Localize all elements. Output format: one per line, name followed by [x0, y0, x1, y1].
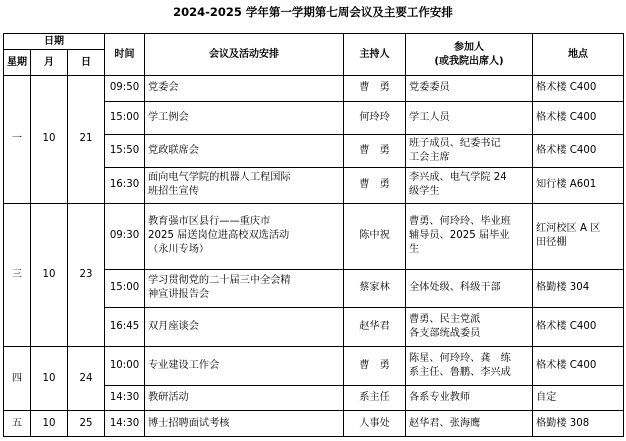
- attendees-cell: 陈星、何玲玲、龚 练 系主任、鲁鹏、李兴成: [406, 347, 533, 385]
- host-cell: 何玲玲: [344, 101, 406, 134]
- attendees-cell: 曹勇、何玲玲、毕业班 辅导员、2025 届毕业 生: [406, 203, 533, 269]
- table-row: [4, 76, 624, 102]
- weekday-cell: 五: [4, 411, 31, 437]
- host-cell: 曹 勇: [344, 76, 406, 102]
- meeting-cell: 博士招聘面试考核: [145, 411, 344, 437]
- day-cell: 23: [68, 203, 105, 347]
- host-header: 主持人: [344, 34, 406, 76]
- meeting-cell: 面向电气学院的机器人工程国际 班招生宣传: [145, 167, 344, 203]
- attendees-cell: 班子成员、纪委书记 工会主席: [406, 134, 533, 167]
- date-header: 日期: [4, 34, 105, 50]
- time-cell: 10:00: [105, 347, 145, 385]
- host-cell: 赵华君: [344, 308, 406, 347]
- month-cell: 10: [31, 347, 68, 411]
- time-cell: 09:50: [105, 76, 145, 102]
- table-row: [4, 411, 624, 437]
- location-cell: 格勤楼 308: [533, 411, 624, 437]
- weekday-cell: 三: [4, 203, 31, 347]
- meeting-cell: 双月座谈会: [145, 308, 344, 347]
- host-cell: 人事处: [344, 411, 406, 437]
- time-cell: 16:30: [105, 167, 145, 203]
- meeting-cell: 专业建设工作会: [145, 347, 344, 385]
- month-cell: 10: [31, 76, 68, 204]
- day-cell: 25: [68, 411, 105, 437]
- attendees-cell: 各系专业教师: [406, 385, 533, 411]
- day-header: 日: [68, 50, 105, 76]
- month-cell: 10: [31, 411, 68, 437]
- day-cell: 21: [68, 76, 105, 204]
- attendees-cell: 全体处级、科级干部: [406, 269, 533, 307]
- host-cell: 曹 勇: [344, 134, 406, 167]
- time-cell: 15:00: [105, 269, 145, 307]
- header-row: [4, 34, 624, 50]
- location-cell: 格术楼 C400: [533, 76, 624, 102]
- location-cell: 格勤楼 304: [533, 269, 624, 307]
- location-cell: 格术楼 C400: [533, 347, 624, 385]
- time-cell: 14:30: [105, 411, 145, 437]
- meeting-cell: 党政联席会: [145, 134, 344, 167]
- location-cell: 格术楼 C400: [533, 134, 624, 167]
- location-header: 地点: [533, 34, 624, 76]
- schedule-table: [3, 33, 624, 437]
- meeting-cell: 学工例会: [145, 101, 344, 134]
- time-cell: 14:30: [105, 385, 145, 411]
- attendees-cell: 赵华君、张海鹰: [406, 411, 533, 437]
- host-cell: 曹 勇: [344, 167, 406, 203]
- location-cell: 格术楼 C400: [533, 101, 624, 134]
- meeting-cell: 党委会: [145, 76, 344, 102]
- day-cell: 24: [68, 347, 105, 411]
- host-cell: 蔡家林: [344, 269, 406, 307]
- meeting-header: 会议及活动安排: [145, 34, 344, 76]
- time-cell: 15:50: [105, 134, 145, 167]
- time-header: 时间: [105, 34, 145, 76]
- meeting-cell: 教育强市区县行——重庆市 2025 届送岗位进高校双选活动 （永川专场）: [145, 203, 344, 269]
- location-cell: 格术楼 C400: [533, 308, 624, 347]
- attendees-cell: 学工人员: [406, 101, 533, 134]
- time-cell: 15:00: [105, 101, 145, 134]
- attendees-header: 参加人 (或我院出席人): [406, 34, 533, 76]
- host-cell: 系主任: [344, 385, 406, 411]
- meeting-cell: 教研活动: [145, 385, 344, 411]
- weekday-header: 星期: [4, 50, 31, 76]
- table-row: [4, 203, 624, 269]
- location-cell: 自定: [533, 385, 624, 411]
- location-cell: 红河校区 A 区 田径棚: [533, 203, 624, 269]
- table-row: [4, 347, 624, 385]
- attendees-cell: 曹勇、民主党派 各支部统战委员: [406, 308, 533, 347]
- time-cell: 09:30: [105, 203, 145, 269]
- attendees-cell: 党委委员: [406, 76, 533, 102]
- month-header: 月: [31, 50, 68, 76]
- attendees-cell: 李兴成、电气学院 24 级学生: [406, 167, 533, 203]
- host-cell: 曹 勇: [344, 347, 406, 385]
- month-cell: 10: [31, 203, 68, 347]
- weekday-cell: 四: [4, 347, 31, 411]
- meeting-cell: 学习贯彻党的二十届三中全会精 神宣讲报告会: [145, 269, 344, 307]
- weekday-cell: 一: [4, 76, 31, 204]
- host-cell: 陈中祝: [344, 203, 406, 269]
- location-cell: 知行楼 A601: [533, 167, 624, 203]
- time-cell: 16:45: [105, 308, 145, 347]
- page-title: 2024-2025 学年第一学期第七周会议及主要工作安排: [173, 5, 453, 19]
